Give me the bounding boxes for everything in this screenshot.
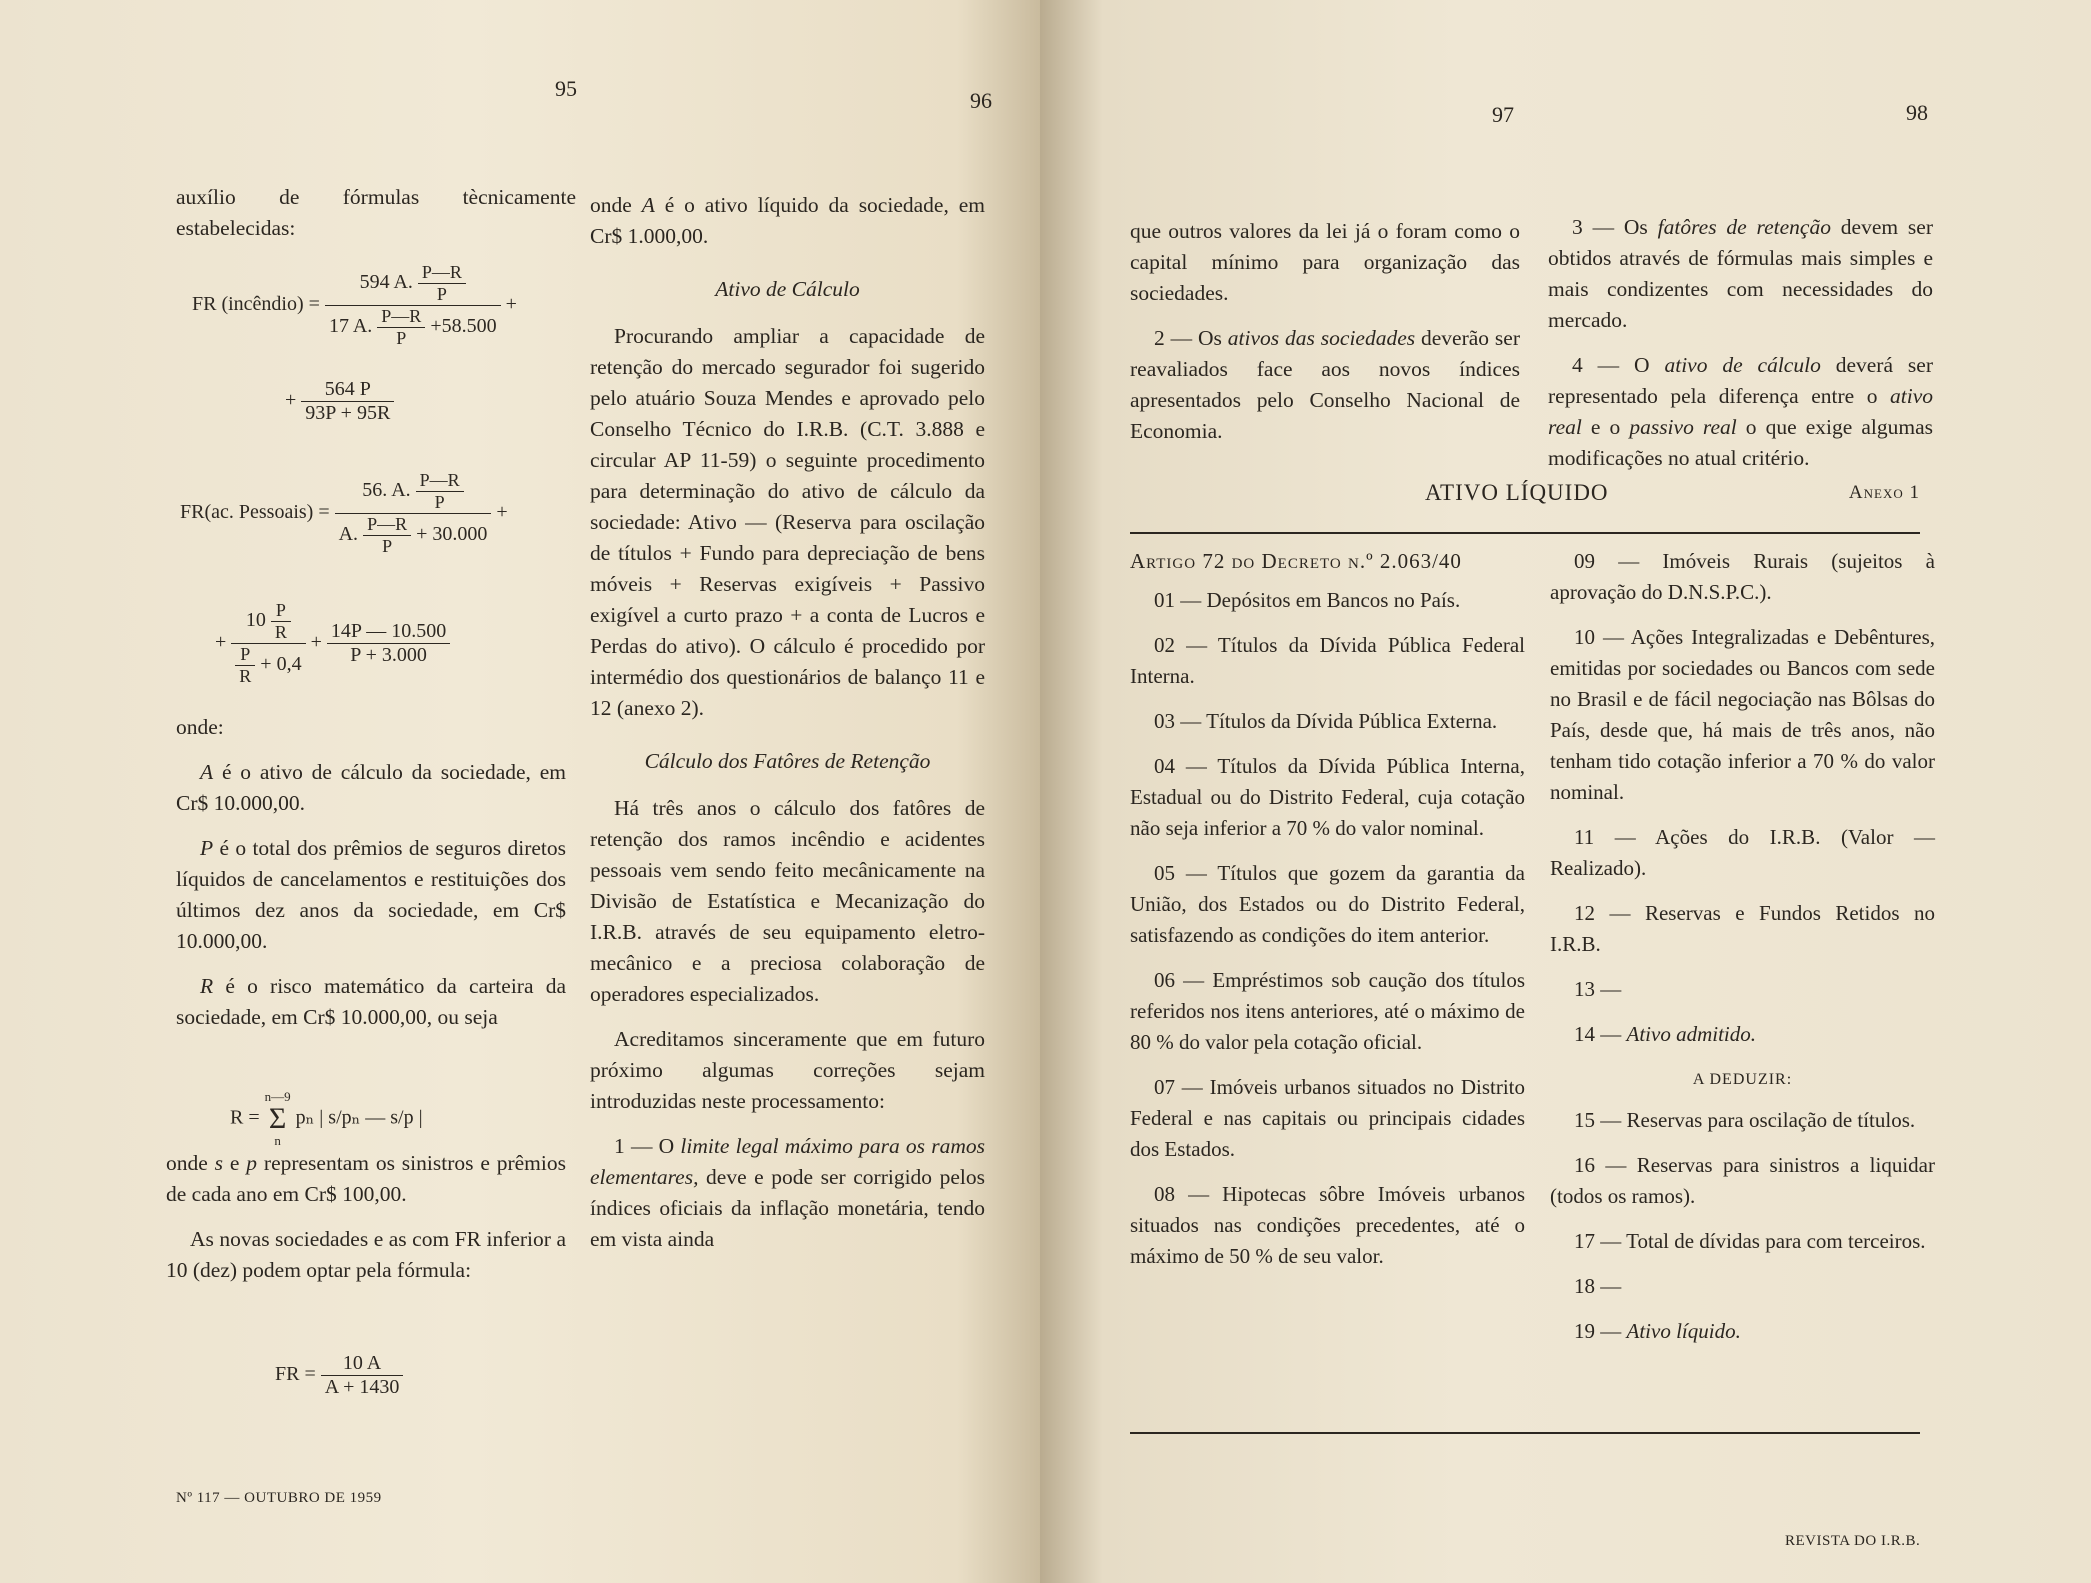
var-r: R [200,974,214,998]
column-p95-definitions [176,712,566,1047]
list-item-14 [1550,1019,1935,1050]
formula-ap-label: FR(ac. Pessoais) = [180,501,330,524]
f3b-den: P + 3.000 [350,644,427,666]
list-item: 03 — Títulos da Dívida Pública Externa. [1154,709,1498,733]
p96-onde-rest: é o ativo líquido da sociedade, em Cr$ 1.000,00. [590,193,985,248]
footer-issue: Nº 117 — OUTUBRO DE 1959 [176,1490,382,1506]
p97-para2-a: 2 — Os [1154,326,1228,350]
onde-sp-a: onde [166,1151,215,1175]
f1b-plus: + [285,389,297,412]
item19-label: Ativo líquido. [1626,1319,1741,1343]
p98-para4-b: deverá ser representado pela diferença entre o [1548,353,1933,408]
list-item: 10 — Ações Integralizadas e Debêntures, emitidas por sociedades ou Bancos com sede no Brasil e de fácil negociação nas Bôlsas do País, desde que, há mais de três anos, não tenham tido cotação inferior a 70 % do valor nominal. [1550,625,1935,804]
definition-r [176,971,566,1033]
artigo-line: Artigo 72 do Decreto n.º 2.063/40 [1130,549,1462,573]
novas-sociedades-text: As novas sociedades e as com FR inferior a 10 (dez) podem optar pela fórmula: [166,1227,566,1282]
table-top-rule [1130,532,1920,534]
f3b-num: 14P — 10.500 [327,620,450,644]
p96-para1: Procurando ampliar a capacidade de retenção do mercado segurador foi sugerido pelo atuário Souza Mendes e aprovado pelo Conselho Técnico do I.R.B. (C.T. 3.888 e circular AP 11-59) o seguinte procedimento para determinação do ativo de cálculo da sociedade: Ativo — (Reserva para oscilação de títulos + Fundo para depreciação de bens móveis + Reservas exigíveis + Passivo exigível a curto prazo + a conta de Lucros e Perdas do ativo). O cálculo é procedido por intermédio dos questionários de balanço 11 e 12 (anexo 2). [590,324,985,720]
page-number-97: 97 [1492,102,1514,127]
list-item: 13 — [1574,977,1622,1001]
page-number-98: 98 [1906,100,1928,125]
table-right-column [1550,546,1935,1361]
sum-bottom: n [274,1133,281,1148]
list-item: 01 — Depósitos em Bancos no País. [1154,588,1461,612]
p98-para4-d: o que exige algumas modificações no atual critério. [1548,415,1933,470]
intro-text: auxílio de fórmulas tècnicamente estabelecidas: [176,185,576,240]
list-item: 05 — Títulos que gozem da garantia da União, dos Estados ou do Distrito Federal, satisfazendo as condições do item anterior. [1130,861,1525,947]
var-p: P [200,836,214,860]
formula-fr-simplificada [275,1352,403,1399]
f2-den-b: + 30.000 [416,523,488,546]
p98-para3-b: devem ser obtidos através de fórmulas mais simples e mais condizentes com necessidades do mercado. [1548,215,1933,332]
p98-para4-a: 4 — O [1572,353,1665,377]
column-p95-after-sum [166,1148,566,1300]
definition-r-text: é o risco matemático da carteira da sociedade, em Cr$ 10.000,00, ou seja [176,974,566,1029]
f2-den-frac-den: P [382,536,393,556]
f3-num-frac-num: P [271,600,291,622]
p98-para4-italic3: passivo real [1629,415,1737,439]
p98-para3-a: 3 — Os [1572,215,1658,239]
formula-risco-matematico [230,1090,550,1148]
formula-incendio-second-term [285,378,394,425]
formula-acidentes-pessoais [180,470,590,557]
p96-para4 [590,1131,985,1255]
p96-para4-b: deve e pode ser corrigido pelos índices oficiais da inflação monetária, tendo em vista ainda [590,1165,985,1251]
list-item-19 [1550,1316,1935,1347]
f1-frac-num: P—R [418,262,466,284]
f3-den-frac-den: R [239,666,252,686]
p96-onde-a: onde [590,193,642,217]
f3-plus2: + [310,631,322,654]
f1-den-frac-num: P—R [377,306,425,328]
f4-den: A + 1430 [324,1376,400,1398]
table-title: ATIVO LÍQUIDO [1425,480,1609,505]
p96-para3: Acreditamos sinceramente que em futuro próximo algumas correções sejam introduzidas neste processamento: [590,1027,985,1113]
f1-den-frac-den: P [396,328,407,348]
f2-den-frac-num: P—R [363,514,411,536]
f2-plus: + [496,501,508,524]
p96-para2: Há três anos o cálculo dos fatôres de retenção dos ramos incêndio e acidentes pessoais vem sendo feito mecânicamente na Divisão de Estatística e Mecanização do I.R.B. através de seu equipamento eletro-mecânico e a preciosa colaboração de operadores especializados. [590,796,985,1006]
var-a: A [200,760,214,784]
item19-number: 19 — [1574,1319,1627,1343]
p96-onde [590,190,985,252]
p97-para1: que outros valores da lei já o foram como o capital mínimo para organização das sociedades. [1130,219,1520,305]
sum-body: pₙ | s/pₙ — s/p | [295,1106,423,1129]
item14-label: Ativo admitido. [1626,1022,1756,1046]
sum-symbol: Σ [268,1102,287,1135]
definition-a-text: é o ativo de cálculo da sociedade, em Cr$ 10.000,00. [176,760,566,815]
p98-para3-italic: fatôres de retenção [1657,215,1831,239]
list-item: 08 — Hipotecas sôbre Imóveis urbanos situados nas condições precedentes, até o máximo de 50 % de seu valor. [1130,1182,1525,1268]
heading-ativo-de-calculo: Ativo de Cálculo [715,277,860,301]
f1-frac-den: P [436,284,447,304]
column-p97-top [1130,216,1520,461]
sum-top: n—9 [264,1089,291,1104]
column-p98-top [1548,212,1933,488]
onde-sp-e: e [223,1151,247,1175]
list-item: 17 — Total de dívidas para com terceiros. [1574,1229,1926,1253]
f4-num: 10 A [321,1352,404,1376]
f1-plus: + [505,293,517,316]
p96-para4-italic: limite legal máximo para os ramos elementares, [590,1134,985,1189]
onde-sp-rest: representam os sinistros e prêmios de cada ano em Cr$ 100,00. [166,1151,566,1206]
footer-revista: REVISTA DO I.R.B. [1785,1533,1921,1549]
p97-para2 [1130,323,1520,447]
p98-para4-c: e o [1581,415,1630,439]
var-s: s [214,1151,224,1175]
f3-den-frac-num: P [235,644,255,666]
list-item: 04 — Títulos da Dívida Pública Interna, Estadual ou do Distrito Federal, cuja cotação não seja inferior a 70 % do valor nominal. [1130,754,1525,840]
f2-num-a: 56. A. [362,479,411,502]
item14-number: 14 — [1574,1022,1627,1046]
f3-num-frac-den: R [274,622,287,642]
sum-lhs: R = [230,1106,260,1129]
f2-num-frac-num: P—R [416,470,464,492]
definition-p-text: é o total dos prêmios de seguros diretos líquidos de cancelamentos e restituições dos últimos dez anos da sociedade, em Cr$ 10.000,00. [176,836,566,953]
definition-p [176,833,566,957]
p97-para2-italic: ativos das sociedades [1227,326,1416,350]
f2-den-a: A. [338,523,359,546]
table-left-column [1130,546,1525,1286]
p96-para4-a: 1 — O [614,1134,681,1158]
p96-var-a: A [641,193,655,217]
annex-label: Anexo 1 [1848,482,1920,503]
f1-den-b: +58.500 [430,315,497,338]
list-item: 07 — Imóveis urbanos situados no Distrito Federal e nas capitais ou principais cidades dos Estados. [1130,1075,1525,1161]
p98-para4-italic: ativo de cálculo [1664,353,1821,377]
page-number-96: 96 [970,88,992,113]
list-item: 16 — Reservas para sinistros a liquidar (todos os ramos). [1550,1153,1935,1208]
formula-incendio-main-fraction [325,262,501,349]
f1-den-a: 17 A. [328,315,373,338]
f4-label: FR = [275,1363,316,1386]
left-page [0,0,1040,1583]
f1b-num: 564 P [301,378,394,402]
list-item: 11 — Ações do I.R.B. (Valor — Realizado). [1550,825,1935,880]
list-item: 15 — Reservas para oscilação de títulos. [1574,1108,1916,1132]
f2-num-frac-den: P [434,492,445,512]
p98-para3 [1548,212,1933,336]
f3-den-b: + 0,4 [260,653,302,676]
p98-para4-italic2: ativo real [1548,384,1933,439]
list-item: 18 — [1574,1274,1622,1298]
table-bottom-rule [1130,1432,1920,1434]
list-item: 12 — Reservas e Fundos Retidos no I.R.B. [1550,901,1935,956]
column-p95-intro [176,182,576,258]
heading-calculo-fatores: Cálculo dos Fatôres de Retenção [644,749,931,773]
p98-para4 [1548,350,1933,474]
f3-num-a: 10 [245,609,266,632]
formula-incendio [192,262,592,349]
onde-sp-text [166,1148,566,1210]
formula-incendio-label: FR (incêndio) = [192,293,320,316]
list-item: 02 — Títulos da Dívida Pública Federal Interna. [1130,633,1525,688]
deduzir-heading: A DEDUZIR: [1692,1071,1793,1088]
f3-plus1: + [215,631,227,654]
f1-num: 594 A. [359,271,413,294]
list-item: 09 — Imóveis Rurais (sujeitos à aprovação do D.N.S.P.C.). [1550,549,1935,604]
f1b-den: 93P + 95R [305,402,391,424]
var-p2: p [246,1151,258,1175]
onde-label: onde: [176,715,224,739]
page-number-95: 95 [555,76,577,101]
column-p96 [590,190,985,1269]
list-item: 06 — Empréstimos sob caução dos títulos referidos nos itens anteriores, até o máximo de 80 % do valor pela cotação oficial. [1130,968,1525,1054]
definition-a [176,757,566,819]
formula-ap-second-term [215,600,575,687]
p97-para2-b: deverão ser reavaliados face aos novos índices apresentados pelo Conselho Nacional de Economia. [1130,326,1520,443]
